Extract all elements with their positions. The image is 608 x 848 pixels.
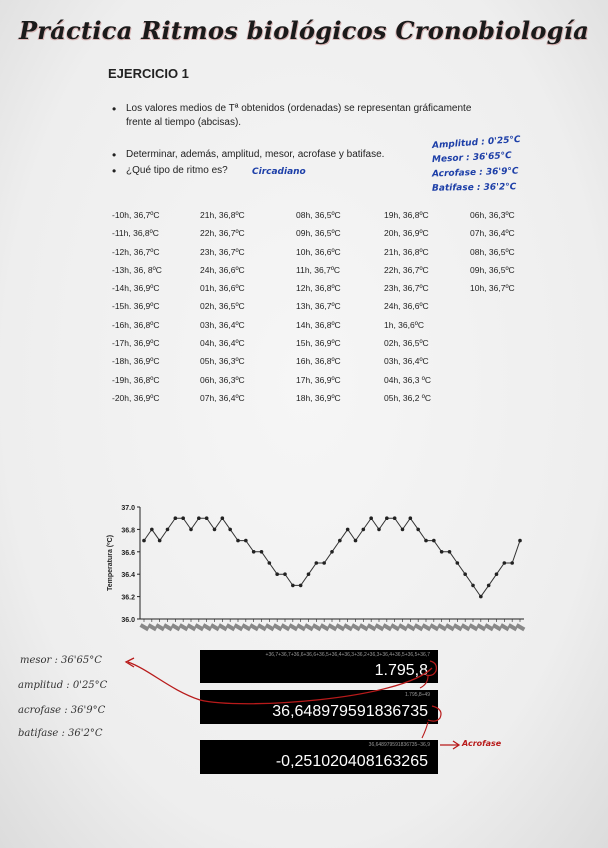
x-tick-label <box>273 623 283 631</box>
temperature-data-point <box>158 539 162 543</box>
answer-acrofase: Acrofase : 36'9°C <box>431 166 519 180</box>
data-entry: 1h, 36,6ºC <box>384 319 424 330</box>
data-column-3 <box>296 208 341 409</box>
x-tick-label <box>155 623 165 631</box>
temperature-data-point <box>330 550 334 554</box>
temperature-data-point <box>518 539 522 543</box>
data-entry: 22h, 36,7ºC <box>200 228 245 239</box>
data-entry: 23h, 36,7ºC <box>384 283 429 294</box>
data-entry: 04h, 36,4ºC <box>200 338 245 349</box>
data-entry: 09h, 36,5ºC <box>470 264 515 275</box>
y-tick-label: 36.2 <box>121 594 135 602</box>
x-tick-label <box>476 623 486 631</box>
temperature-data-point <box>409 516 413 520</box>
temperature-data-point <box>510 561 514 565</box>
x-tick-label <box>241 623 251 631</box>
x-tick-label <box>492 623 502 631</box>
x-tick-label <box>147 623 157 631</box>
temperature-data-point <box>236 539 240 543</box>
data-entry: 07h, 36,4ºC <box>200 392 245 403</box>
x-tick-label <box>382 623 392 631</box>
data-entry: -11h, 36,8ºC <box>112 228 159 239</box>
data-entry: -18h, 36,9ºC <box>112 356 160 367</box>
temperature-data-point <box>166 528 170 532</box>
temperature-data-point <box>424 539 428 543</box>
data-entry: 22h, 36,7ºC <box>384 264 429 275</box>
temperature-data-point <box>174 516 178 520</box>
x-tick-label <box>508 623 518 631</box>
data-entry: -13h, 36, 8ºC <box>112 264 162 275</box>
data-entry: 17h, 36,9ºC <box>296 374 341 385</box>
bullet-1-line-2: frente al tiempo (abcisas). <box>126 117 242 128</box>
data-entry: 10h, 36,6ºC <box>296 246 341 257</box>
x-tick-label <box>422 623 432 631</box>
x-tick-label <box>140 623 150 631</box>
data-entry: 03h, 36,4ºC <box>384 356 429 367</box>
page-title: Práctica Ritmos biológicos Cronobiología <box>18 16 590 45</box>
y-tick-label: 36.4 <box>121 572 135 580</box>
data-entry: 23h, 36,7ºC <box>200 246 245 257</box>
temperature-data-point <box>205 516 209 520</box>
data-entry: -20h, 36,9ºC <box>112 392 160 403</box>
x-tick-label <box>351 623 361 631</box>
temperature-data-point <box>252 550 256 554</box>
temperature-data-point <box>479 595 483 599</box>
y-tick-label: 36.0 <box>121 617 135 624</box>
temperature-data-point <box>369 516 373 520</box>
data-entry: 14h, 36,8ºC <box>296 319 341 330</box>
data-entry: 20h, 36,9ºC <box>384 228 429 239</box>
x-tick-label <box>187 623 197 631</box>
temperature-data-point <box>471 584 475 588</box>
temperature-data-point <box>401 528 405 532</box>
data-entry: -16h, 36,8ºC <box>112 319 160 330</box>
temperature-data-point <box>142 539 146 543</box>
data-column-4 <box>384 208 431 409</box>
data-entry: 21h, 36,8ºC <box>384 246 429 257</box>
data-entry: -12h, 36,7ºC <box>112 246 160 257</box>
data-entry: 05h, 36,3ºC <box>200 356 245 367</box>
temperature-data-point <box>244 539 248 543</box>
temperature-data-point <box>416 528 420 532</box>
x-tick-label <box>265 623 275 631</box>
temperature-data-point <box>456 561 460 565</box>
x-tick-label <box>249 623 259 631</box>
temperature-data-point <box>448 550 452 554</box>
calc-2-result: 36,648979591836735 <box>272 703 428 720</box>
x-tick-label <box>461 623 471 631</box>
temperature-data-point <box>346 528 350 532</box>
connector-2-3 <box>422 722 428 738</box>
temperature-chart <box>96 497 536 652</box>
x-tick-label <box>398 623 408 631</box>
y-tick-label: 36.6 <box>121 549 135 557</box>
x-tick-label <box>202 623 212 631</box>
calc-box-1 <box>200 650 438 683</box>
x-tick-label <box>343 623 353 631</box>
data-entry: 07h, 36,4ºC <box>470 228 515 239</box>
data-entry: 13h, 36,7ºC <box>296 301 341 312</box>
calc-3-result: -0,251020408163265 <box>275 753 428 770</box>
data-entry: 01h, 36,6ºC <box>200 283 245 294</box>
temperature-data-point <box>268 561 272 565</box>
x-tick-label <box>453 623 463 631</box>
temperature-data-point <box>385 516 389 520</box>
data-entry: 02h, 36,5ºC <box>200 301 245 312</box>
temperature-data-point <box>228 528 232 532</box>
x-tick-label <box>328 623 338 631</box>
left-note-amplitud: amplitud : 0'25°C <box>18 680 108 691</box>
x-tick-label <box>320 623 330 631</box>
temperature-data-point <box>189 528 193 532</box>
data-column-1 <box>112 208 162 409</box>
calc-3-expression: 36,648979591836735−36,9 <box>368 742 430 748</box>
x-tick-label <box>281 623 291 631</box>
temperature-chart-svg <box>96 497 536 647</box>
x-tick-label <box>171 623 181 631</box>
rhythm-answer: Circadiano <box>252 167 306 177</box>
temperature-data-point <box>487 584 491 588</box>
calc-1-expression: +36,7+36,7+36,6+36,6+36,5+36,4+36,3+36,2+36,3+36,4+36,5+36,5+36,7 <box>265 652 430 658</box>
data-entry: 04h, 36,3 ºC <box>384 374 432 385</box>
data-entry: 24h, 36,6ºC <box>200 264 245 275</box>
y-tick-label: 37.0 <box>121 505 135 512</box>
temperature-data-point <box>495 572 499 576</box>
data-entry: -15h. 36,9ºC <box>112 301 160 312</box>
temperature-data-point <box>291 584 295 588</box>
temperature-data-point <box>181 516 185 520</box>
temperature-data-point <box>393 516 397 520</box>
calc-box-3 <box>200 740 438 774</box>
x-tick-label <box>437 623 447 631</box>
data-entry: -17h, 36,9ºC <box>112 338 160 349</box>
exercise-heading: EJERCICIO 1 <box>108 66 189 81</box>
data-entry: 12h, 36,8ºC <box>296 283 341 294</box>
data-entry: 16h, 36,8ºC <box>296 356 341 367</box>
data-entry: 03h, 36,4ºC <box>200 319 245 330</box>
temperature-series-line <box>144 518 520 596</box>
temperature-data-point <box>275 572 279 576</box>
temperature-data-point <box>150 528 154 532</box>
x-tick-label <box>335 623 345 631</box>
x-tick-label <box>194 623 204 631</box>
calc-1-result: 1.795,8 <box>374 662 428 679</box>
x-tick-label <box>304 623 314 631</box>
data-entry: 15h, 36,9ºC <box>296 338 341 349</box>
data-entry: 10h, 36,7ºC <box>470 283 515 294</box>
arrow-head-mesor <box>126 658 134 667</box>
data-entry: 24h, 36,6ºC <box>384 301 429 312</box>
data-entry: 06h, 36,3ºC <box>470 210 515 220</box>
bullet-3: • ¿Qué tipo de ritmo es? <box>126 164 228 178</box>
x-tick-label <box>359 623 369 631</box>
x-tick-label <box>179 623 189 631</box>
x-tick-label <box>500 623 510 631</box>
data-entry: -19h, 36,8ºC <box>112 374 160 385</box>
data-entry: 05h, 36,2 ºC <box>384 392 432 403</box>
x-tick-label <box>390 623 400 631</box>
temperature-data-point <box>299 584 303 588</box>
y-tick-label: 36.8 <box>121 527 135 535</box>
temperature-data-point <box>213 528 217 532</box>
x-tick-label <box>210 623 220 631</box>
x-tick-label <box>257 623 267 631</box>
x-tick-label <box>445 623 455 631</box>
data-entry: 11h, 36,7ºC <box>296 264 341 275</box>
x-tick-label <box>469 623 479 631</box>
x-tick-label <box>163 623 173 631</box>
x-tick-label <box>234 623 244 631</box>
left-note-batifase: batifase : 36'2°C <box>18 728 103 739</box>
calc-2-expression: 1.795,8÷49 <box>405 692 430 698</box>
data-entry: 21h, 36,8ºC <box>200 210 245 220</box>
data-entry: 19h, 36,8ºC <box>384 210 429 220</box>
answer-mesor: Mesor : 36'65°C <box>431 150 513 166</box>
x-tick-label <box>218 623 228 631</box>
x-tick-label <box>288 623 298 631</box>
x-tick-label <box>516 623 526 631</box>
arrow-head-acrofase <box>453 741 459 749</box>
bullet-1 <box>126 102 471 130</box>
left-note-mesor: mesor : 36'65°C <box>20 655 102 666</box>
bullet-2: • Determinar, además, amplitud, mesor, acrofase y batifase. <box>126 148 384 162</box>
data-entry: -10h, 36,7ºC <box>112 210 160 220</box>
x-tick-label <box>406 623 416 631</box>
data-entry: 09h, 36,5ºC <box>296 228 341 239</box>
temperature-data-point <box>260 550 264 554</box>
temperature-data-point <box>440 550 444 554</box>
data-entry: 08h, 36,5ºC <box>470 246 515 257</box>
temperature-data-point <box>362 528 366 532</box>
x-tick-label <box>375 623 385 631</box>
data-entry: -14h, 36,9ºC <box>112 283 160 294</box>
temperature-data-point <box>463 572 467 576</box>
left-note-acrofase: acrofase : 36'9°C <box>18 705 106 716</box>
x-tick-label <box>484 623 494 631</box>
data-entry: 06h, 36,3ºC <box>200 374 245 385</box>
temperature-data-point <box>338 539 342 543</box>
x-tick-label <box>367 623 377 631</box>
temperature-data-point <box>432 539 436 543</box>
bullet-1-line-1: Los valores medios de Tª obtenidos (ordenadas) se representan gráficamente <box>126 103 472 114</box>
temperature-data-point <box>283 572 287 576</box>
temperature-data-point <box>354 539 358 543</box>
temperature-data-point <box>377 528 381 532</box>
temperature-data-point <box>307 572 311 576</box>
y-axis-title: Temperatura (ºC) <box>107 534 114 592</box>
temperature-data-point <box>315 561 319 565</box>
x-tick-label <box>226 623 236 631</box>
data-entry: 08h, 36,5ºC <box>296 210 341 220</box>
acrofase-label: Acrofase <box>462 739 502 748</box>
data-column-5 <box>470 208 515 299</box>
calc-box-2 <box>200 690 438 724</box>
temperature-data-point <box>503 561 507 565</box>
x-tick-label <box>296 623 306 631</box>
answer-amplitud: Amplitud : 0'25°C <box>431 134 521 152</box>
x-tick-label <box>414 623 424 631</box>
answer-batifase: Batifase : 36'2°C <box>431 182 517 194</box>
x-tick-label <box>429 623 439 631</box>
data-entry: 02h, 36,5ºC <box>384 338 429 349</box>
data-entry: 18h, 36,9ºC <box>296 392 341 403</box>
x-tick-label <box>312 623 322 631</box>
temperature-data-point <box>221 516 225 520</box>
data-column-2 <box>200 208 245 409</box>
temperature-data-point <box>197 516 201 520</box>
temperature-data-point <box>322 561 326 565</box>
